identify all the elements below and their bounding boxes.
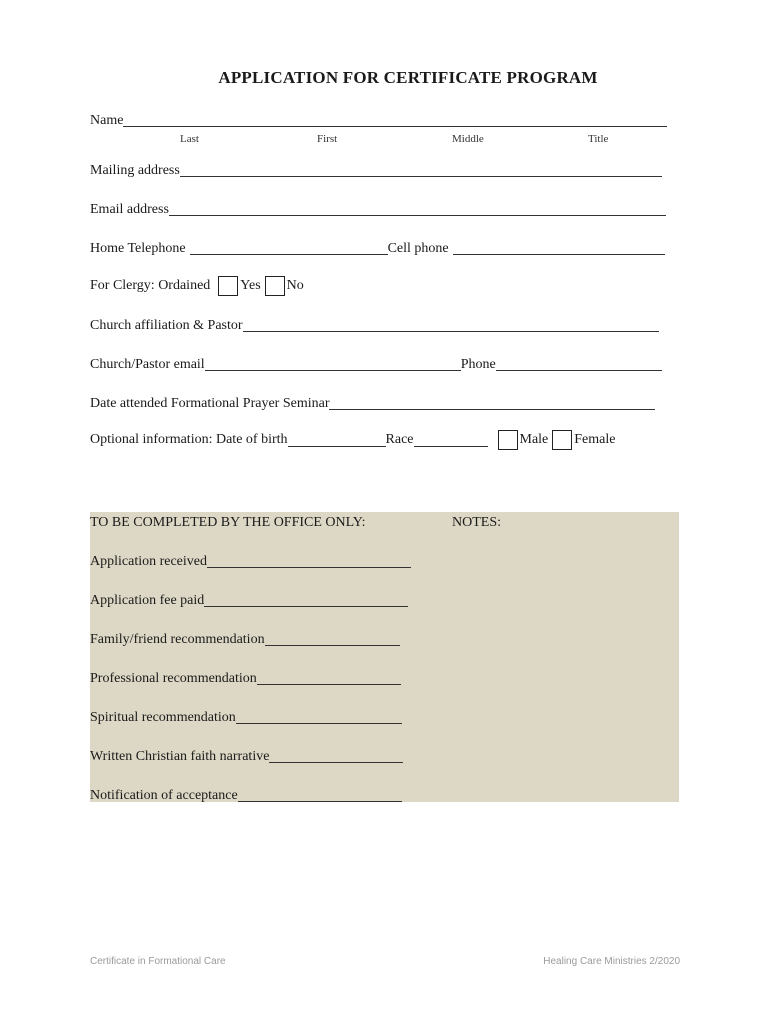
name-part-middle: Middle <box>452 133 484 145</box>
office-item-line[interactable] <box>207 553 411 568</box>
seminar-row <box>90 395 655 412</box>
race-label: Race <box>385 432 414 447</box>
female-label: Female <box>574 432 616 447</box>
form-title: APPLICATION FOR CERTIFICATE PROGRAM <box>218 68 598 87</box>
church-row <box>90 317 659 334</box>
phone-row <box>90 240 665 257</box>
office-item-line[interactable] <box>238 787 402 802</box>
office-item <box>90 787 402 804</box>
home-phone-input-line[interactable] <box>190 240 388 255</box>
name-input-line[interactable] <box>123 112 667 127</box>
church-phone-input-line[interactable] <box>496 356 662 371</box>
clergy-yes-checkbox[interactable] <box>218 276 238 296</box>
name-part-first: First <box>317 133 338 145</box>
office-item-line[interactable] <box>257 670 401 685</box>
office-item-line[interactable] <box>269 748 403 763</box>
footer-right: Healing Care Ministries 2/2020 <box>543 956 680 967</box>
clergy-no-checkbox[interactable] <box>265 276 285 296</box>
mailing-row <box>90 162 662 179</box>
office-item-label: Family/friend recommendation <box>90 632 265 647</box>
email-input-line[interactable] <box>169 201 666 216</box>
notes-row <box>452 515 501 531</box>
name-part-title: Title <box>588 133 609 145</box>
office-item <box>90 670 401 687</box>
name-part-last: Last <box>180 133 199 145</box>
office-item <box>90 592 408 609</box>
office-item-label: Written Christian faith narrative <box>90 749 270 764</box>
clergy-yes-label: Yes <box>240 278 261 293</box>
mailing-input-line[interactable] <box>180 162 662 177</box>
email-label: Email address <box>90 202 169 217</box>
office-heading: TO BE COMPLETED BY THE OFFICE ONLY: <box>90 515 366 530</box>
church-email-row <box>90 356 662 373</box>
male-checkbox[interactable] <box>498 430 518 450</box>
office-heading-row <box>90 515 366 531</box>
office-item-line[interactable] <box>236 709 402 724</box>
optional-row <box>90 430 615 450</box>
office-item-label: Application fee paid <box>90 593 205 608</box>
race-input-line[interactable] <box>414 432 488 447</box>
office-use-section <box>90 512 679 802</box>
mailing-label: Mailing address <box>90 163 180 178</box>
cell-phone-label: Cell phone <box>387 241 449 256</box>
office-item-line[interactable] <box>265 631 400 646</box>
church-email-label: Church/Pastor email <box>90 357 205 372</box>
office-item-line[interactable] <box>204 592 408 607</box>
office-item-label: Professional recommendation <box>90 671 257 686</box>
church-phone-label: Phone <box>460 357 496 372</box>
seminar-input-line[interactable] <box>329 395 655 410</box>
cell-phone-input-line[interactable] <box>453 240 665 255</box>
clergy-no-label: No <box>286 278 304 293</box>
office-item <box>90 709 402 726</box>
male-label: Male <box>519 432 549 447</box>
church-input-line[interactable] <box>243 317 659 332</box>
office-item-label: Notification of acceptance <box>90 788 238 803</box>
seminar-label: Date attended Formational Prayer Seminar <box>90 396 330 411</box>
clergy-label: For Clergy: Ordained <box>90 278 211 293</box>
office-item-label: Application received <box>90 554 208 569</box>
office-item <box>90 631 400 648</box>
church-email-input-line[interactable] <box>205 356 461 371</box>
office-item <box>90 748 403 765</box>
optional-label: Optional information: Date of birth <box>90 432 288 447</box>
church-label: Church affiliation & Pastor <box>90 318 243 333</box>
office-item <box>90 553 411 570</box>
name-row <box>90 112 667 129</box>
footer-left: Certificate in Formational Care <box>90 956 226 967</box>
clergy-row <box>90 276 304 296</box>
email-row <box>90 201 666 218</box>
office-item-label: Spiritual recommendation <box>90 710 236 725</box>
home-phone-label: Home Telephone <box>90 241 186 256</box>
notes-label: NOTES: <box>452 515 501 530</box>
dob-input-line[interactable] <box>288 432 386 447</box>
female-checkbox[interactable] <box>552 430 572 450</box>
name-label: Name <box>90 113 124 128</box>
